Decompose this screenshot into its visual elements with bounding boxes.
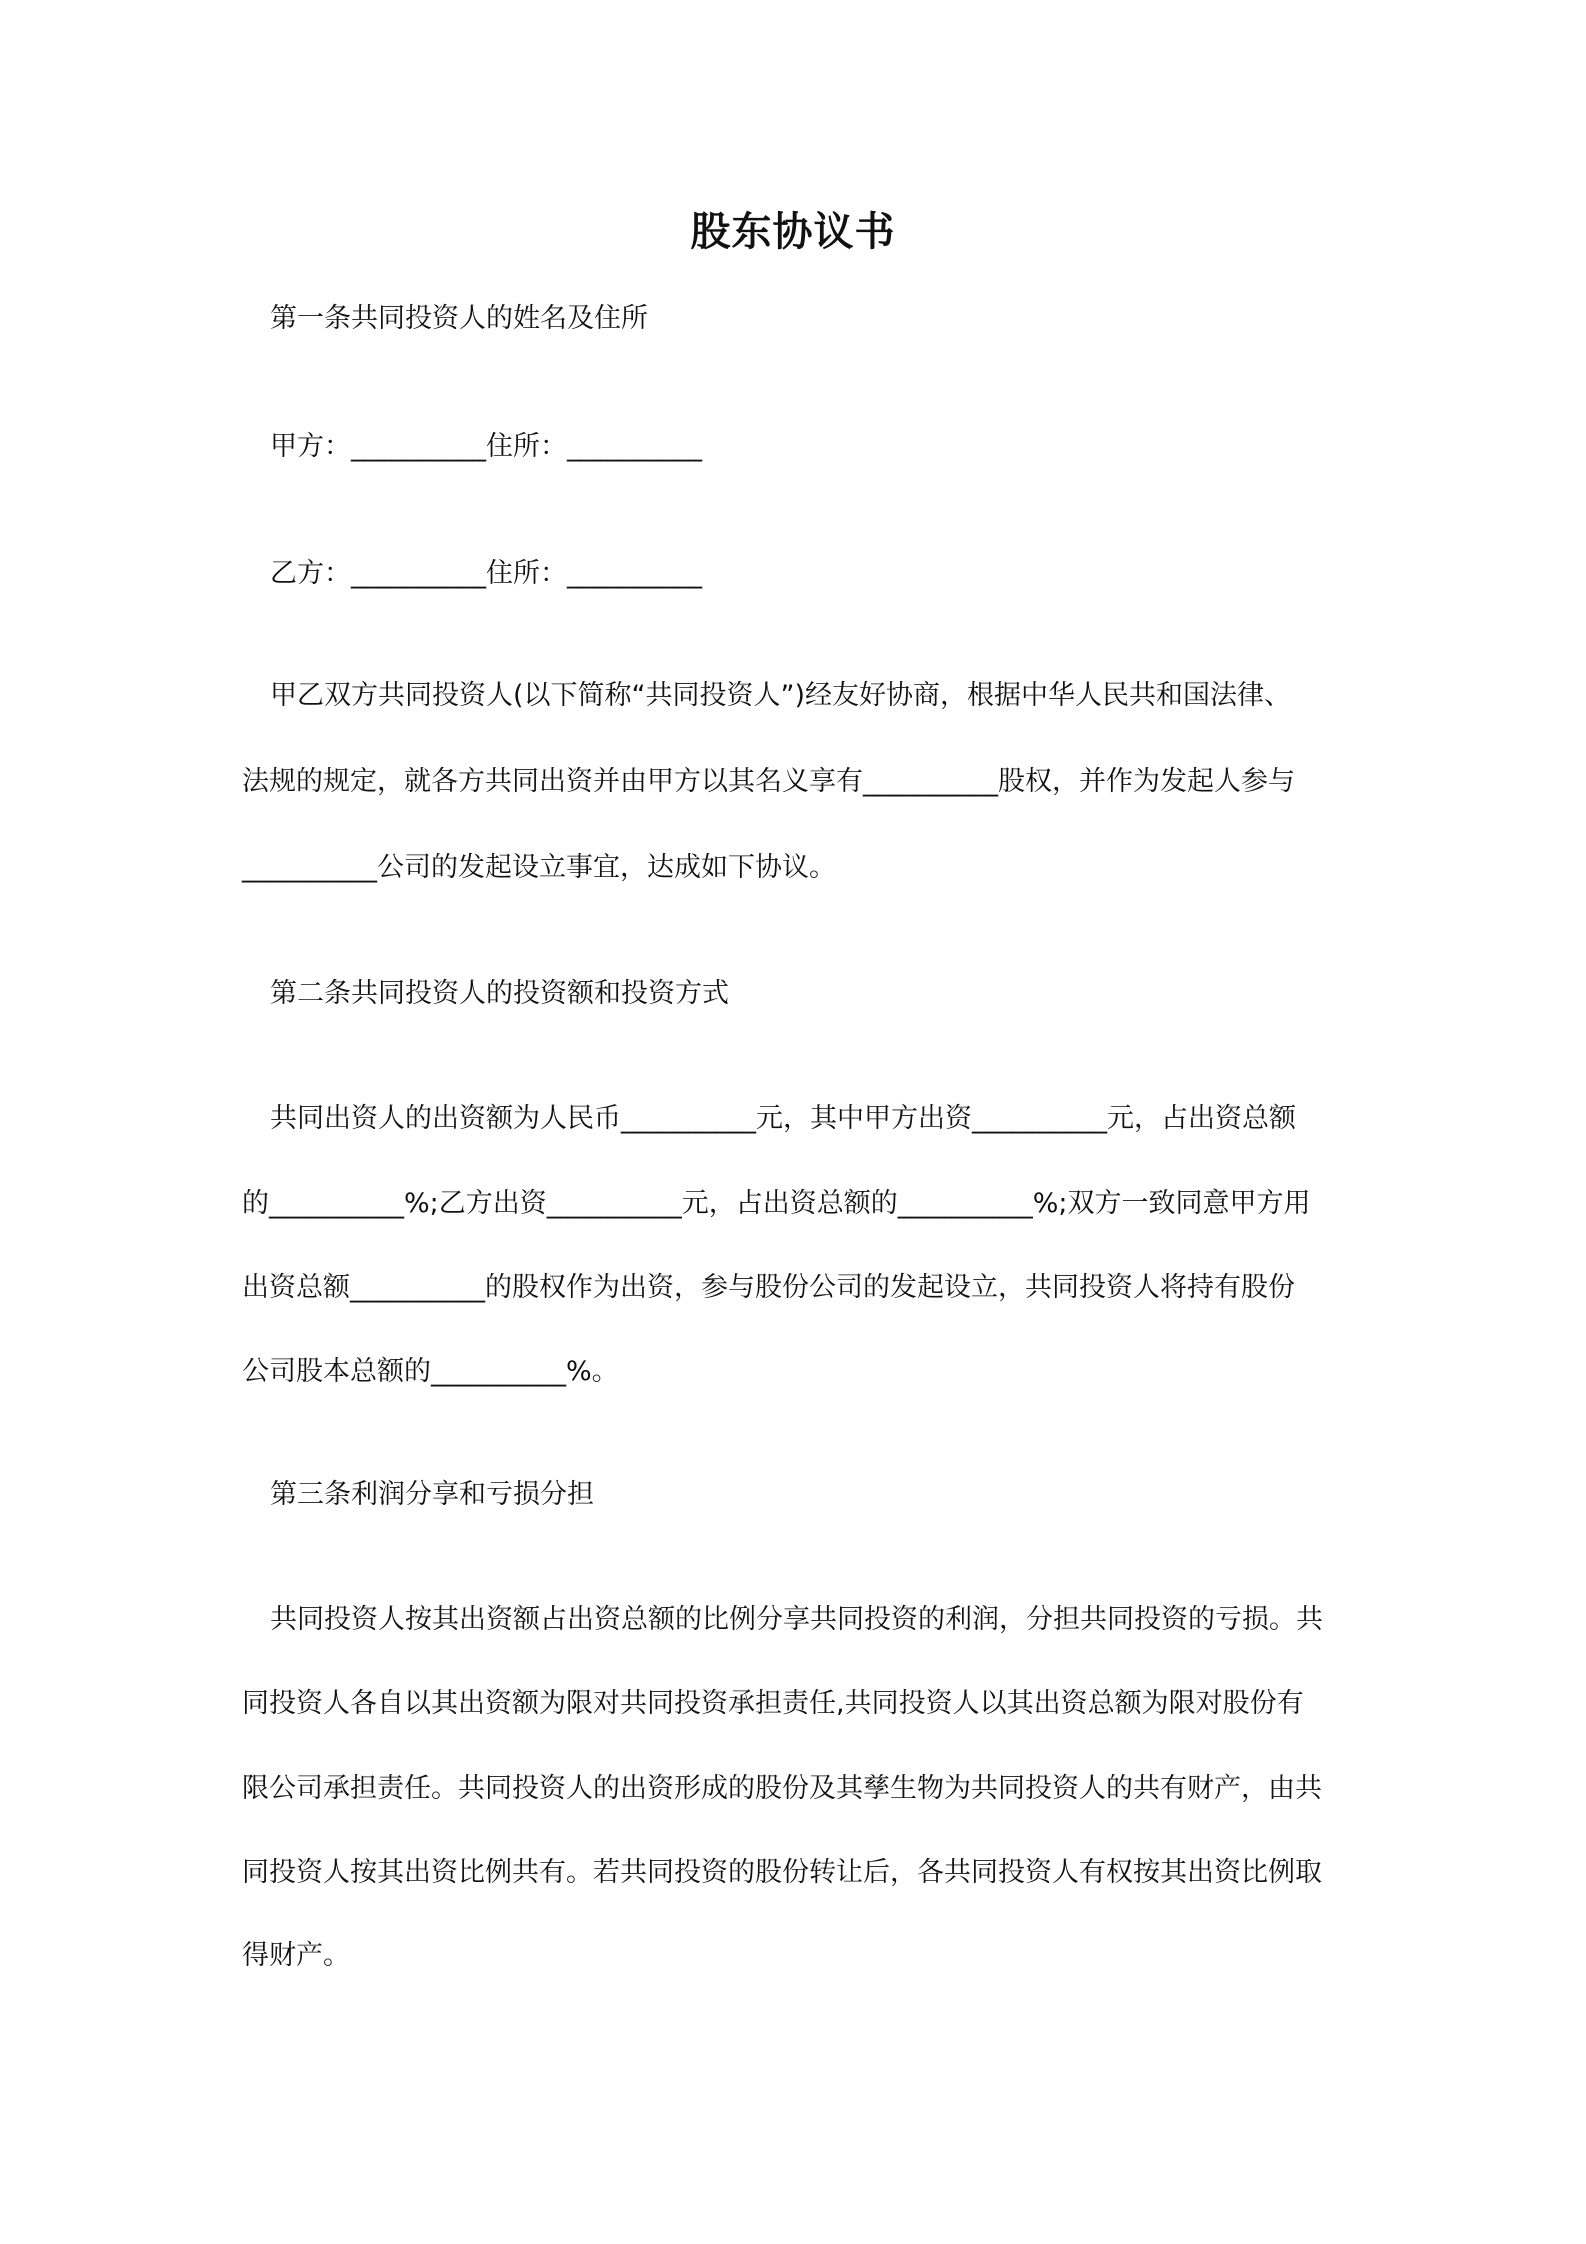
article-2-paragraph-line: 的__________%;乙方出资__________元，占出资总额的__________%;双方一致同意甲方用 (242, 1188, 1311, 1219)
article-1-paragraph-line: 甲乙双方共同投资人(以下简称“共同投资人”)经友好协商，根据中华人民共和国法律、 (270, 680, 1292, 711)
article-3-paragraph-line: 得财产。 (242, 1940, 350, 1971)
article-3-paragraph-line: 同投资人各自以其出资额为限对共同投资承担责任,共同投资人以其出资总额为限对股份有 (242, 1688, 1304, 1719)
article-3-heading: 第三条利润分享和亏损分担 (270, 1479, 594, 1510)
article-2-paragraph-line: 共同出资人的出资额为人民币__________元，其中甲方出资__________元，占出资总额 (270, 1103, 1296, 1134)
article-1-heading: 第一条共同投资人的姓名及住所 (270, 303, 648, 334)
article-2-paragraph-line: 出资总额__________的股权作为出资，参与股份公司的发起设立，共同投资人将持有股份 (242, 1272, 1295, 1303)
article-1-paragraph-line: 法规的规定，就各方共同出资并由甲方以其名义享有__________股权，并作为发起人参与 (242, 766, 1295, 797)
party-b-line: 乙方：__________住所：__________ (270, 558, 702, 589)
article-2-heading: 第二条共同投资人的投资额和投资方式 (270, 978, 729, 1009)
document-title: 股东协议书 (690, 209, 896, 255)
article-2-paragraph-line: 公司股本总额的__________%。 (242, 1356, 619, 1387)
article-3-paragraph-line: 共同投资人按其出资额占出资总额的比例分享共同投资的利润，分担共同投资的亏损。共 (270, 1604, 1323, 1635)
article-1-paragraph-line: __________公司的发起设立事宜，达成如下协议。 (242, 852, 836, 883)
article-3-paragraph-line: 同投资人按其出资比例共有。若共同投资的股份转让后，各共同投资人有权按其出资比例取 (242, 1857, 1322, 1888)
party-a-line: 甲方：__________住所：__________ (270, 431, 702, 462)
article-3-paragraph-line: 限公司承担责任。共同投资人的出资形成的股份及其孳生物为共同投资人的共有财产，由共 (242, 1773, 1322, 1804)
